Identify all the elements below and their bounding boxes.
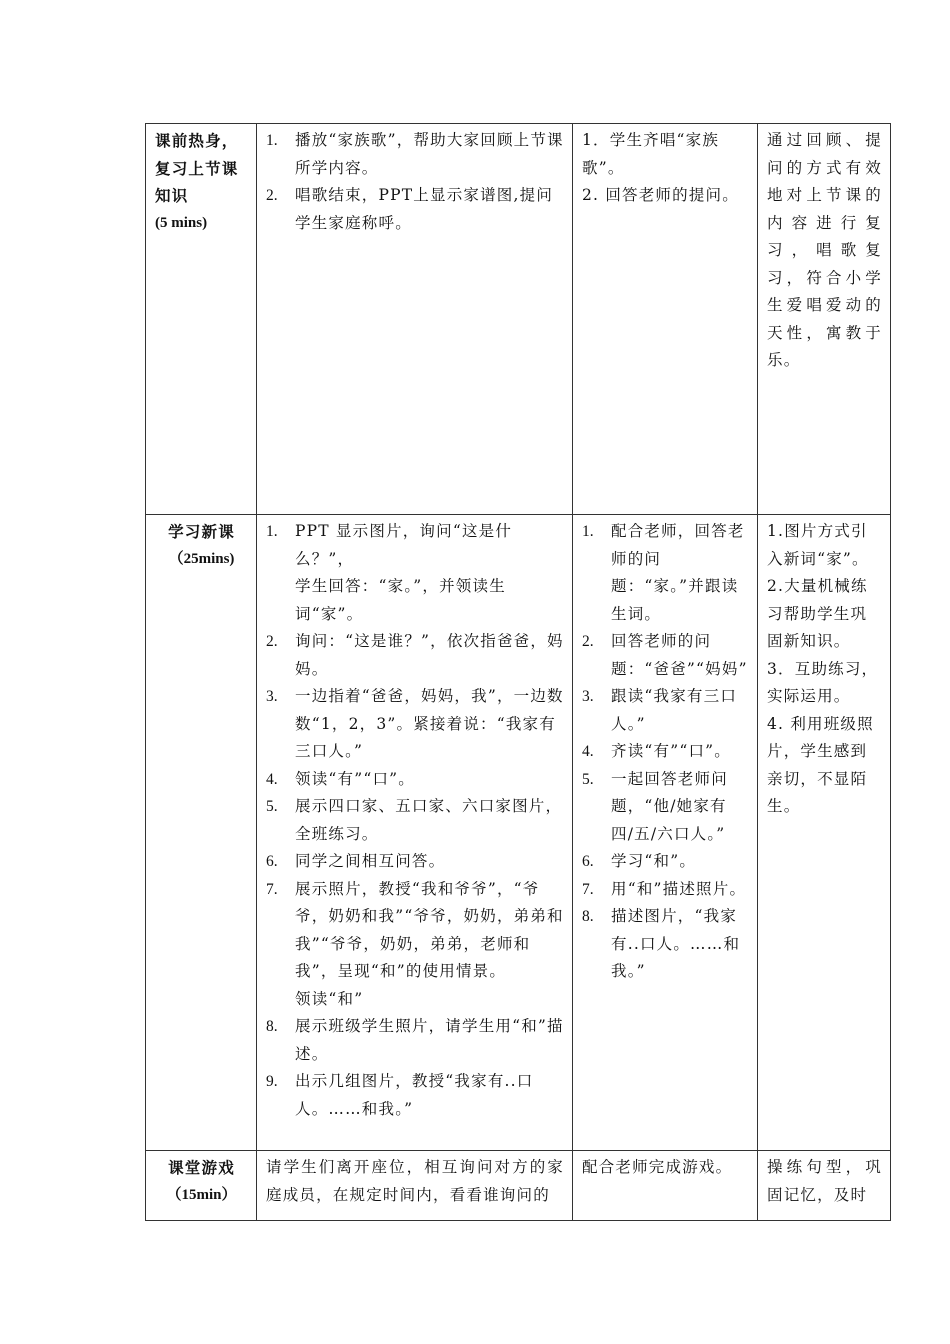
purpose-line: 4. 利用班级照片，学生感到亲切，不显陌生。 (767, 714, 874, 815)
teacher-steps (266, 127, 564, 237)
stage-title: 学习新课 (168, 522, 235, 541)
purpose-cell (758, 1151, 891, 1221)
purpose-text: 通过回顾、提问的方式有效地对上节课的内容进行复习，唱歌复习，符合小学生爱唱爱动的天性，寓教于乐。 (767, 131, 882, 369)
student-line: 2. 回答老师的提问。 (582, 186, 739, 204)
list-item: 1. PPT 显示图片，询问“这是什么？”， 学生回答：“家。”，并领读生词“家”。 (266, 522, 513, 623)
list-item: 8. 展示班级学生照片，请学生用“和”描述。 (266, 1017, 564, 1063)
purpose-line: 2.大量机械练习帮助学生巩固新知识。 (767, 577, 868, 650)
list-item: 1. 播放“家族歌”，帮助大家回顾上节课所学内容。 (266, 131, 564, 177)
list-item: 2. 唱歌结束，PPT上显示家谱图,提问学生家庭称呼。 (266, 186, 554, 232)
stage-time: （15min） (166, 1186, 237, 1203)
stage-title: 课前热身，复习上节课知识 (155, 131, 239, 205)
teacher-activity-cell (257, 124, 573, 515)
list-item: 2. 询问：“这是谁？”，依次指爸爸，妈妈。 (266, 632, 564, 678)
stage-time: （25mins) (168, 550, 235, 567)
list-item: 6. 同学之间相互问答。 (266, 852, 446, 870)
list-item: 4. 领读“有”“口”。 (266, 769, 415, 788)
list-item: 3. 跟读“我家有三口人。” (582, 687, 738, 733)
list-item: 9. 出示几组图片，教授“我家有..口人。……和我。” (266, 1072, 534, 1118)
purpose-line: 1.图片方式引入新词“家”。 (767, 522, 869, 568)
stage-time: (5 mins) (155, 214, 208, 231)
table-row (146, 1151, 891, 1221)
table-row (146, 515, 891, 1151)
student-activity-cell (573, 515, 758, 1151)
lesson-plan-table (145, 123, 891, 1221)
list-item: 5. 一起回答老师问题，“他/她家有四/五/六口人。” (582, 769, 728, 843)
list-item: 7. 展示照片，教授“我和爷爷”，“爷爷，奶奶和我”“爷爷，奶奶，弟弟和我”“爷爷，奶奶，弟弟，老师和我”，呈现“和”的使用情景。 领读“和” (266, 879, 564, 1008)
list-item: 5. 展示四口家、五口家、六口家图片，全班练习。 (266, 797, 563, 843)
student-text: 配合老师完成游戏。 (582, 1158, 733, 1176)
purpose-line: 3．互助练习，实际运用。 (767, 659, 879, 705)
purpose-cell (758, 124, 891, 515)
stage-cell (146, 515, 257, 1151)
list-item: 1. 配合老师，回答老师的问题：“家。”并跟读生词。 (582, 522, 745, 623)
list-item: 7. 用“和”描述照片。 (582, 879, 747, 898)
student-steps (582, 518, 749, 986)
list-item: 4. 齐读“有”“口”。 (582, 742, 731, 760)
student-line: 1．学生齐唱“家族歌”。 (582, 131, 720, 177)
stage-title: 课堂游戏 (168, 1158, 235, 1177)
list-item: 3. 一边指着“爸爸，妈妈，我”，一边数数“1，2，3”。紧接着说：“我家有三口人。” (266, 687, 564, 760)
list-item: 6. 学习“和”。 (582, 852, 697, 870)
purpose-text: 操练句型，巩固记忆，及时 (767, 1158, 882, 1204)
student-activity-cell (573, 124, 758, 515)
table-row (146, 124, 891, 515)
list-item: 8. 描述图片，“我家有..口人。……和我。” (582, 907, 741, 980)
stage-cell (146, 1151, 257, 1221)
teacher-text: 请学生们离开座位，相互询问对方的家庭成员，在规定时间内，看看谁询问的 (266, 1158, 564, 1204)
list-item: 2. 回答老师的问题：“爸爸”“妈妈” (582, 632, 748, 678)
teacher-activity-cell (257, 515, 573, 1151)
stage-cell (146, 124, 257, 515)
teacher-activity-cell (257, 1151, 573, 1221)
student-activity-cell (573, 1151, 758, 1221)
purpose-cell (758, 515, 891, 1151)
teacher-steps (266, 518, 564, 1123)
